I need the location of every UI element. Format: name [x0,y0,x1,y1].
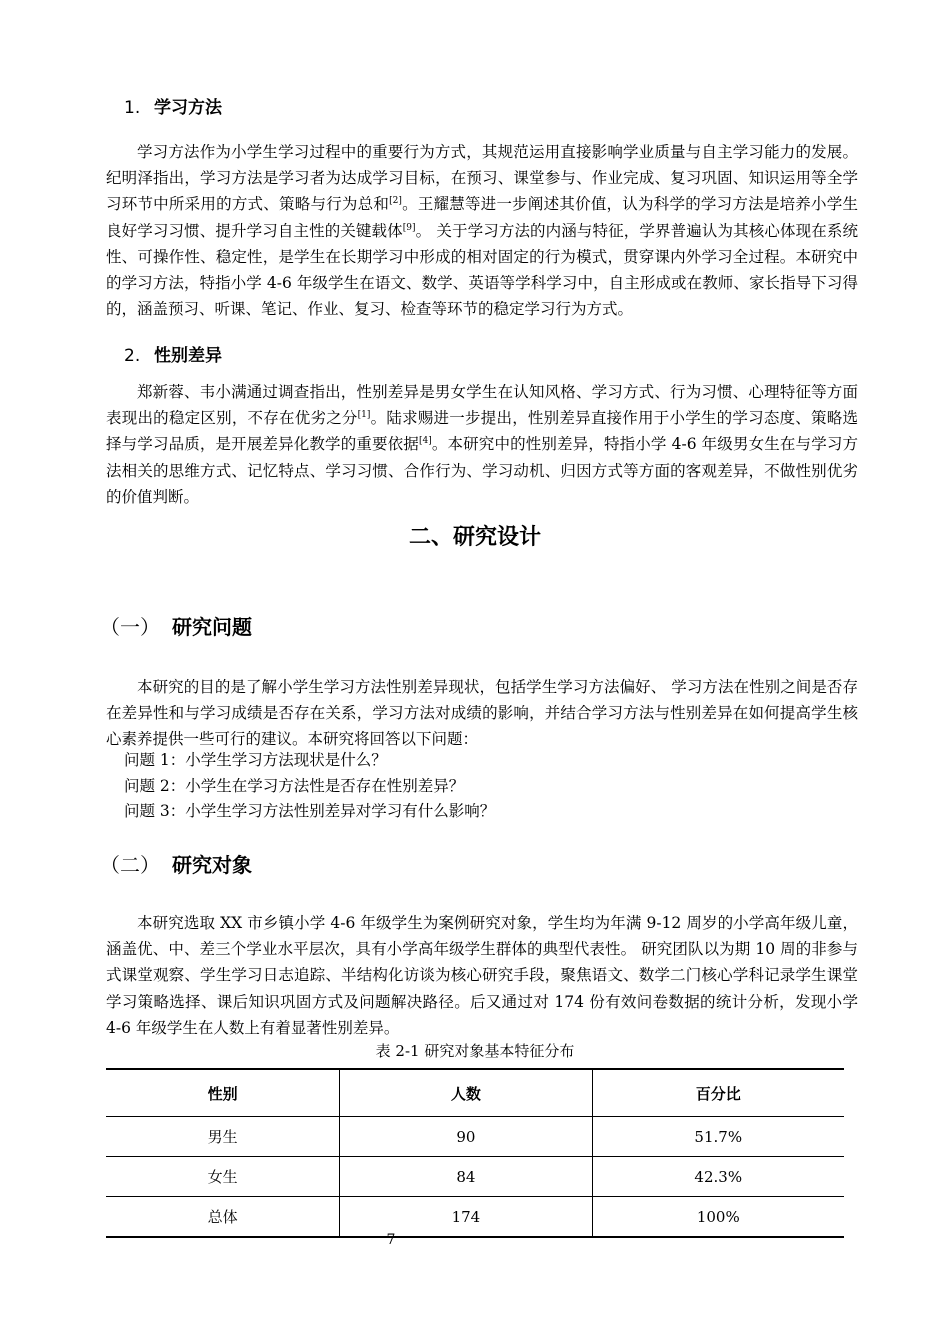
table-cell: 51.7% [592,1117,844,1157]
question-item: 问题 1：小学生学习方法现状是什么？ [124,751,387,769]
section-number: 1. [124,98,141,118]
table-cell: 总体 [106,1197,340,1238]
section-title: 研究问题 [172,615,252,639]
paragraph-research-questions: 本研究的目的是了解小学生学习方法性别差异现状，包括学生学习方法偏好、 学习方法在性别之间是否存在差异性和与学习成绩是否存在关系，学习方法对成绩的影响，并结合学习方法与性别差异在如何提高学生核心素养提供一些可行的建议。本研究将回答以下问题： [106,678,858,749]
table-cell: 女生 [106,1157,340,1197]
question-item: 问题 3：小学生学习方法性别差异对学习有什么影响？ [124,802,496,820]
section-heading-research-subjects [100,849,252,878]
table-header-row [106,1069,844,1117]
section-number: （二） [100,853,160,877]
section-heading-gender-difference [124,341,222,366]
citation-ref: [9] [402,222,416,233]
table-cell: 100% [592,1197,844,1238]
citation-ref: [2] [389,196,402,207]
page-number: 7 [386,1232,396,1248]
table-cell: 84 [340,1157,592,1197]
paragraph-research-subjects: 本研究选取 XX 市乡镇小学 4-6 年级学生为案例研究对象，学生均为年满 9-12 周岁的小学高年级儿童，涵盖优、中、差三个学业水平层次，具有小学高年级学生群体的典型代表性。 研究团队以为期 10 周的非参与式课堂观察、学生学习日志追踪、半结构化访谈为核心研究手段，聚焦语文、数学二门核心学科记录学生课堂学习策略选择、课后知识巩固方式及问题解决路径。后又通过对 174 份有效问卷数据的统计分析，发现小学 4-6 年级学生在人数上有着显著性别差异。 [106,914,858,1037]
citation-ref: [1] [357,410,371,421]
text-run: 。陆求赐进一步提出，性别差异直接作用于小学生的学习态度、策略选择与学习品质，是开展差异化教学的重要依据 [106,409,858,454]
subject-distribution-table [106,1068,844,1238]
column-header-count: 人数 [340,1069,592,1117]
paragraph-gender-difference [106,379,858,510]
text-run: 。王耀慧等进一步阐述其价值，认为科学的学习方法是培养小学生良好学习习惯、提升学习自主性的关键载体 [106,195,858,240]
table-cell: 男生 [106,1117,340,1157]
citation-ref: [4] [418,436,432,447]
question-item: 问题 2：小学生在学习方法性是否存在性别差异？ [124,777,465,795]
chapter-title: 二、研究设计 [408,525,541,550]
table-cell: 90 [340,1117,592,1157]
section-heading-research-questions [100,611,252,640]
text-run: 。本研究中的性别差异，特指小学 4-6 年级男女生在与学习方法相关的思维方式、记忆特点、学习习惯、合作行为、学习动机、归因方式等方面的客观差异，不做性别优劣的价值判断。 [106,435,858,506]
text-run: 郑新蓉、韦小满通过调查指出，性别差异是男女学生在认知风格、学习方式、行为习惯、心理特征等方面表现出的稳定区别，不存在优劣之分 [106,383,858,428]
table-row [106,1157,844,1197]
section-title: 学习方法 [154,98,222,118]
text-run: 。 关于学习方法的内涵与特征，学界普遍认为其核心体现在系统性、可操作性、稳定性，是学生在长期学习中形成的相对固定的行为模式，贯穿课内外学习全过程。本研究中的学习方法，特指小学 4-6 年级学生在语文、数学、英语等学科学习中，自主形成或在教师、家长指导下习得的，涵盖预习、听课、笔记、作业、复习、检查等环节的稳定学习行为方式。 [106,221,858,319]
column-header-gender: 性别 [106,1069,340,1117]
column-header-percent: 百分比 [592,1069,844,1117]
text-run: 学习方法作为小学生学习过程中的重要行为方式，其规范运用直接影响学业质量与自主学习能力的发展。纪明泽指出，学习方法是学习者为达成学习目标，在预习、课堂参与、作业完成、复习巩固、知识运用等全学习环节中所采用的方式、策略与行为总和 [106,143,858,214]
section-number: （一） [100,615,160,639]
table-cell: 174 [340,1197,592,1238]
section-title: 性别差异 [154,346,222,366]
table-cell: 42.3% [592,1157,844,1197]
table-row [106,1117,844,1157]
table-row [106,1197,844,1238]
section-heading-learning-method [124,93,222,118]
section-number: 2. [124,346,141,366]
paragraph-learning-method [106,139,858,322]
table-caption: 表 2-1 研究对象基本特征分布 [375,1042,575,1060]
section-title: 研究对象 [172,853,252,877]
